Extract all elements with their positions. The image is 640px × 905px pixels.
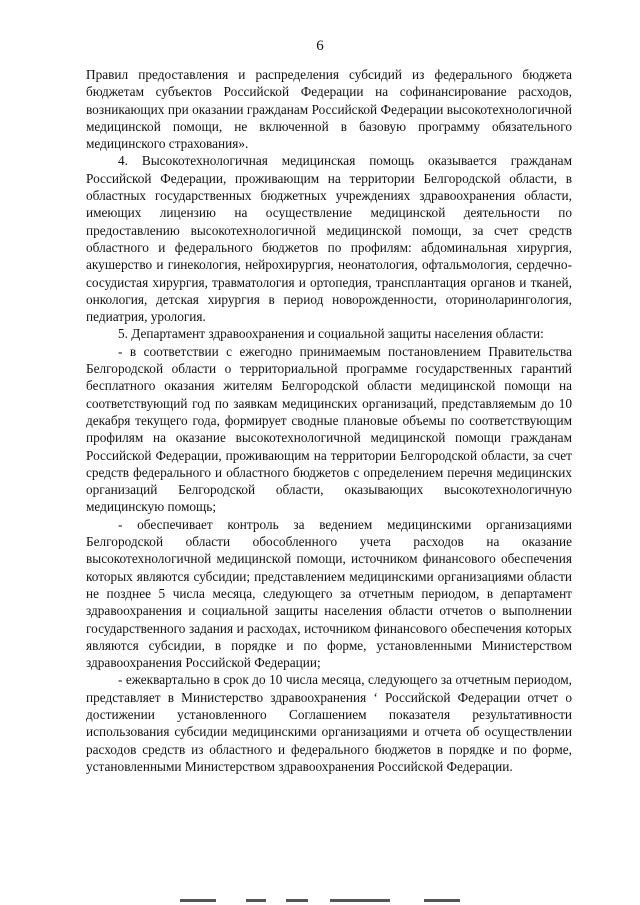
document-body: [86, 66, 572, 775]
paragraph-item-4: 4. Высокотехнологичная медицинская помощь оказывается гражданам Российской Федерации, проживающим на территории Белгородской области, в областных государственных бюджетных учреждениях здравоохранения области, имеющих лицензию на осуществление медицинской деятельности по предоставлению высокотехнологичной медицинской помощи, за счет средств областного и федерального бюджетов по профилям: абдоминальная хирургия, акушерство и гинекология, нейрохирургия, неонатология, офтальмология, сердечно-сосудистая хирургия, травматология и ортопедия, трансплантация органов и тканей, онкология, детская хирургия в период новорожденности, оториноларингология, педиатрия, урология.: [86, 153, 572, 325]
scan-edge-mark: [246, 899, 266, 902]
paragraph-subitem-3: - ежеквартально в срок до 10 числа месяца, следующего за отчетным периодом, представляет в Министерство здравоохранения ‘ Российской Федерации отчет о достижении установленного Соглашением показателя результативности использования субсидии медицинскими организациями и отчета об осуществлении расходов средств из областного и федерального бюджетов в порядке и по форме, установленными Министерством здравоохранения Российской Федерации.: [86, 672, 572, 774]
page-number: 6: [316, 38, 324, 54]
paragraph-continuation: Правил предоставления и распределения субсидий из федерального бюджета бюджетам субъектов Российской Федерации на софинансирование расходов, возникающих при оказании гражданам Российской Федерации высокотехнологичной медицинской помощи, не включенной в базовую программу обязательного медицинского страхования».: [86, 67, 572, 152]
paragraph-item-5: 5. Департамент здравоохранения и социальной защиты населения области:: [118, 326, 544, 342]
scan-edge-marks: [0, 899, 640, 903]
scan-edge-mark: [180, 899, 216, 902]
paragraph-subitem-1: - в соответствии с ежегодно принимаемым постановлением Правительства Белгородской области о территориальной программе государственных гарантий бесплатного оказания жителям Белгородской области медицинской помощи на соответствующий год по заявкам медицинских организаций, представляемым до 10 декабря текущего года, формирует сводные плановые объемы по соответствующим профилям на оказание высокотехнологичной медицинской помощи гражданам Российской Федерации, проживающим на территории Белгородской области, за счет средств федерального и областного бюджетов с определением перечня медицинских организаций Белгородской области, оказывающих высокотехнологичную медицинскую помощь;: [86, 343, 572, 515]
paragraph-subitem-2: - обеспечивает контроль за ведением медицинскими организациями Белгородской области обособленного учета расходов на оказание высокотехнологичной медицинской помощи, источником финансового обеспечения которых являются субсидии; представлением медицинскими организациями области не позднее 5 числа месяца, следующего за отчетным периодом, в департамент здравоохранения и социальной защиты населения области отчетов о выполнении государственного задания и расходах, источником финансового обеспечения которых являются субсидии, в порядке и по форме, установленными Министерством здравоохранения Российской Федерации;: [86, 516, 572, 671]
scan-edge-mark: [424, 899, 460, 902]
scan-edge-mark: [330, 899, 390, 902]
scan-edge-mark: [286, 899, 308, 902]
